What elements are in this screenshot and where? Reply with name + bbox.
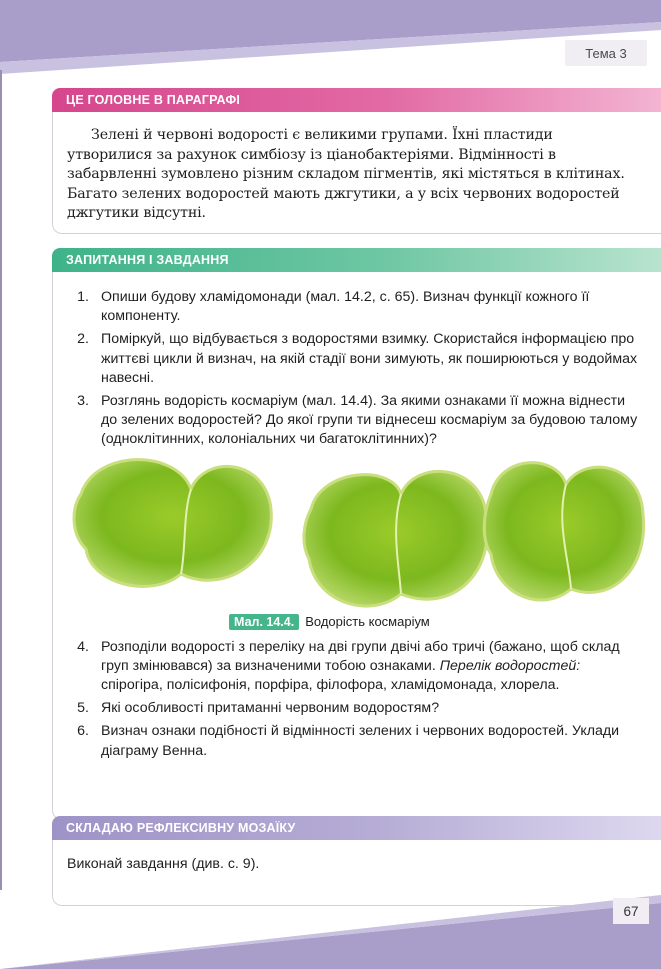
question-number: 5. — [77, 700, 89, 717]
cosmarium-illustration — [71, 454, 651, 614]
cosmarium-figure — [53, 454, 661, 634]
algae-list-text: спірогіра, полісифонія, порфіра, філофора, хламідомонада, хлорела. — [101, 677, 560, 694]
question-item — [53, 722, 661, 760]
questions-section — [52, 248, 661, 820]
question-item — [53, 288, 661, 326]
question-text: Які особливості притаманні червоним водоростям? — [101, 700, 440, 717]
questions-list-continued — [53, 638, 661, 761]
bottom-decorative-band — [0, 889, 661, 969]
figure-label: Мал. 14.4. — [229, 614, 299, 630]
question-number: 3. — [77, 393, 89, 410]
question-text: Опиши будову хламідомонади (мал. 14.2, с. 65). Визнач функції кожного її компоненту. — [101, 289, 590, 325]
summary-body — [52, 112, 661, 234]
question-text: Поміркуй, що відбувається з водоростями взимку. Скористайся інформацією про життєві цикли й визнач, на якій стадії вони зимують, як поширюються у водоймах навесні. — [101, 331, 638, 386]
summary-text: Зелені й червоні водорості є великими групами. Їхні пластиди утворилися за рахунок симбіозу із ціанобактеріями. Відмінності в забарвленні зумовлено різним складом пігментів, які містяться в клітинах. Багато зелених водоростей мають джгутики, а у всіх червоних водоростей джгутики відсутні. — [67, 127, 625, 222]
question-item — [53, 699, 661, 718]
questions-title: ЗАПИТАННЯ І ЗАВДАННЯ — [66, 253, 229, 267]
question-number: 6. — [77, 723, 89, 740]
reflexive-text: Виконай завдання (див. с. 9). — [67, 856, 260, 872]
reflexive-header — [52, 816, 661, 840]
summary-header — [52, 88, 661, 112]
question-text: Розглянь водорість космаріум (мал. 14.4). За якими ознаками її можна віднести до зелених водоростей? До якої групи ти віднесеш космаріум за будовою талому (одноклітинних, колоніальних чи багатоклітинних)? — [101, 393, 638, 448]
algae-cell-left — [74, 459, 271, 586]
reflexive-title: СКЛАДАЮ РЕФЛЕКСИВНУ МОЗАЇКУ — [66, 821, 296, 835]
algae-cell-right — [484, 462, 643, 599]
left-margin-rule — [0, 70, 2, 890]
question-number: 1. — [77, 289, 89, 305]
questions-body — [52, 272, 661, 820]
algae-cell-middle — [304, 471, 487, 606]
questions-list — [53, 288, 661, 450]
figure-caption-text: Водорість космаріум — [305, 614, 430, 630]
figure-caption — [229, 614, 430, 630]
question-item — [53, 392, 661, 450]
summary-section — [52, 88, 661, 234]
question-item — [53, 638, 661, 696]
topic-label: Тема 3 — [565, 40, 647, 66]
question-number: 2. — [77, 331, 89, 348]
question-text-main: Розподіли водорості з переліку на дві групи двічі або тричі (бажано, щоб склад груп змінювався) за визначеними тобою ознаками. — [101, 638, 620, 674]
questions-header — [52, 248, 661, 272]
question-text: Визнач ознаки подібності й відмінності зелених і червоних водоростей. Уклади діаграму Венна. — [101, 723, 620, 759]
question-text — [101, 638, 641, 696]
algae-list-label: Перелік водоростей: — [439, 657, 581, 674]
summary-title: ЦЕ ГОЛОВНЕ В ПАРАГРАФІ — [66, 93, 240, 107]
page-number: 67 — [613, 898, 649, 924]
question-item — [53, 330, 661, 388]
question-number: 4. — [77, 638, 89, 655]
